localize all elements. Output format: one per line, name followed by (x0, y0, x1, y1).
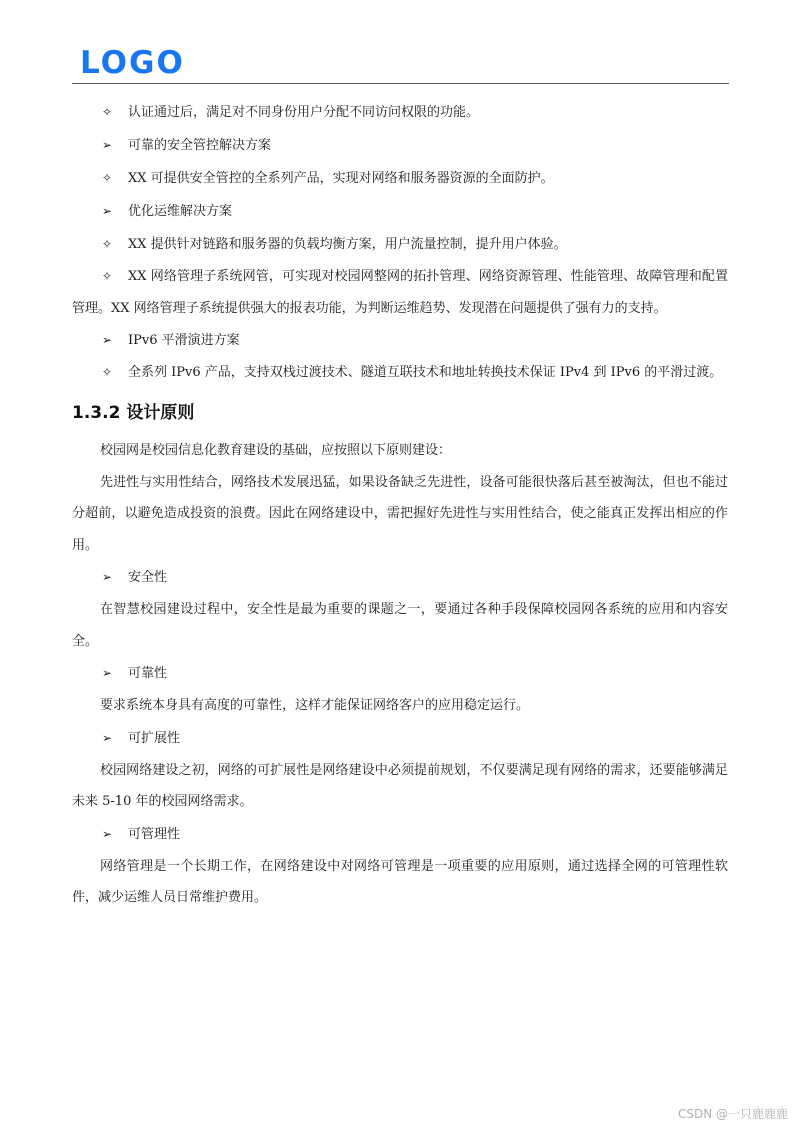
principle-title-text: 可管理性 (128, 826, 181, 842)
paragraph-text: XX 网络管理子系统网管，可实现对校园网整网的拓扑管理、网络资源管理、性能管理、故障管理和配置管理。XX 网络管理子系统提供强大的报表功能，为判断运维趋势、发现潜在问题提供了强有力的支持。 (72, 269, 728, 316)
arrow-bullet-icon: ➢ (102, 730, 113, 745)
paragraph-text: 全系列 IPv6 产品，支持双栈过渡技术、隧道互联技术和地址转换技术保证 IPv4 到 IPv6 的平滑过渡。 (128, 365, 723, 380)
logo (80, 46, 185, 80)
diamond-bullet-icon: ✧ (102, 269, 113, 283)
logo-text: LOGO (80, 44, 185, 81)
principle-title-text: 可扩展性 (128, 730, 181, 746)
principle-title-text: 安全性 (128, 570, 168, 585)
bullet-item (72, 228, 728, 261)
principle-title-text: 可靠性 (128, 666, 168, 681)
arrow-bullet-icon: ➢ (102, 570, 113, 584)
bullet-text: IPv6 平滑演进方案 (128, 333, 240, 348)
bullet-item (72, 96, 728, 129)
arrow-bullet-icon: ➢ (102, 138, 113, 152)
principle-title (72, 818, 728, 851)
intro-paragraph: 校园网是校园信息化教育建设的基础，应按照以下原则建设： (100, 442, 452, 458)
advance-paragraph: 先进性与实用性结合，网络技术发展迅猛，如果设备缺乏先进性，设备可能很快落后甚至被淘汰，但也不能过分超前，以避免造成投资的浪费。因此在网络建设中，需把握好先进性与实用性结合，使之能真正发挥出相应的作用。 (72, 474, 728, 553)
bullet-paragraph (72, 357, 728, 389)
watermark: CSDN @一只鹿鹿鹿 (677, 1107, 788, 1121)
bullet-text: 优化运维解决方案 (128, 204, 233, 219)
principle-title (72, 657, 728, 690)
principle-desc: 校园网络建设之初，网络的可扩展性是网络建设中必须提前规划，不仅要满足现有网络的需求，还要能够满足未来 5-10 年的校园网络需求。 (72, 762, 728, 809)
diamond-bullet-icon: ✧ (102, 171, 113, 185)
arrow-bullet-icon: ➢ (102, 666, 113, 680)
diamond-bullet-icon: ✧ (102, 105, 113, 119)
document-body (72, 96, 728, 914)
section-heading: 1.3.2 设计原则 (72, 402, 195, 423)
arrow-bullet-icon: ➢ (102, 826, 113, 841)
diamond-bullet-icon: ✧ (102, 365, 113, 379)
principle-title (72, 561, 728, 594)
bullet-item (72, 162, 728, 195)
diamond-bullet-icon: ✧ (102, 237, 113, 251)
bullet-paragraph (72, 261, 728, 324)
bullet-item (72, 324, 728, 357)
arrow-bullet-icon: ➢ (102, 204, 113, 218)
principle-desc: 在智慧校园建设过程中，安全性是最为重要的课题之一，要通过各种手段保障校园网各系统的应用和内容安全。 (72, 602, 728, 649)
principle-desc: 网络管理是一个长期工作，在网络建设中对网络可管理是一项重要的应用原则，通过选择全网的可管理性软件，减少运维人员日常维护费用。 (72, 858, 728, 905)
bullet-text: 可靠的安全管控解决方案 (128, 138, 272, 153)
bullet-item (72, 129, 728, 162)
principle-desc: 要求系统本身具有高度的可靠性，这样才能保证网络客户的应用稳定运行。 (100, 698, 530, 713)
bullet-item (72, 195, 728, 228)
bullet-text: 认证通过后，满足对不同身份用户分配不同访问权限的功能。 (128, 105, 480, 120)
header-divider (72, 83, 729, 84)
principle-title (72, 722, 728, 755)
bullet-text: XX 提供针对链路和服务器的负载均衡方案，用户流量控制，提升用户体验。 (128, 237, 567, 252)
arrow-bullet-icon: ➢ (102, 333, 113, 347)
bullet-text: XX 可提供安全管控的全系列产品，实现对网络和服务器资源的全面防护。 (128, 171, 554, 186)
